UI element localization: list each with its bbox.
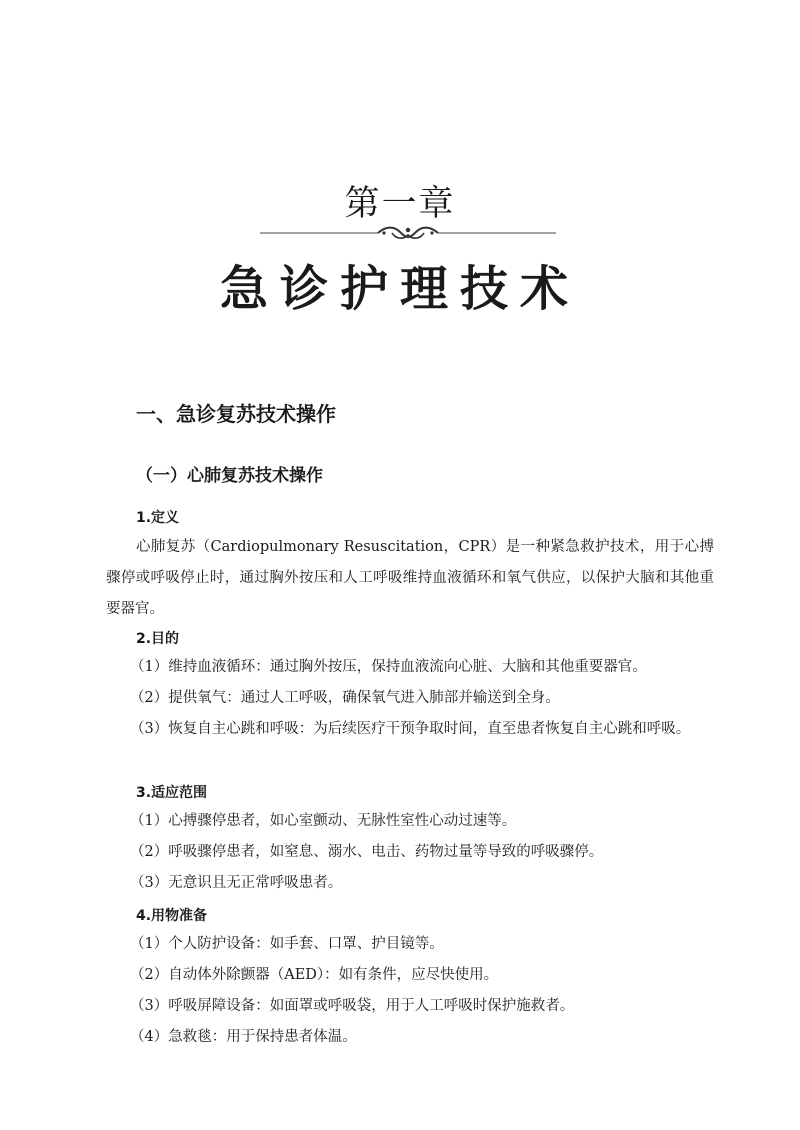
purpose-item-3: （3）恢复自主心跳和呼吸：为后续医疗干预争取时间，直至患者恢复自主心跳和呼吸。 bbox=[130, 721, 691, 737]
indications-heading: 3.适应范围 bbox=[136, 785, 208, 801]
definition-heading: 1.定义 bbox=[136, 510, 180, 526]
supplies-item-2: （2）自动体外除颤器（AED）：如有条件，应尽快使用。 bbox=[130, 967, 499, 983]
chapter-number: 第一章 bbox=[344, 184, 456, 224]
indications-item-2: （2）呼吸骤停患者，如窒息、溺水、电击、药物过量等导致的呼吸骤停。 bbox=[130, 844, 604, 860]
supplies-item-3: （3）呼吸屏障设备：如面罩或呼吸袋，用于人工呼吸时保护施救者。 bbox=[130, 998, 575, 1014]
supplies-heading: 4.用物准备 bbox=[136, 908, 208, 924]
chapter-title: 急诊护理技术 bbox=[219, 261, 580, 317]
supplies-item-4: （4）急救毯：用于保持患者体温。 bbox=[130, 1029, 357, 1045]
purpose-item-2: （2）提供氧气：通过人工呼吸，确保氧气进入肺部并输送到全身。 bbox=[130, 690, 560, 706]
section-heading: 一、急诊复苏技术操作 bbox=[136, 402, 336, 426]
supplies-item-1: （1）个人防护设备：如手套、口罩、护目镜等。 bbox=[130, 936, 444, 952]
chapter-ornament-divider bbox=[260, 222, 556, 244]
subsection-heading: （一）心肺复苏技术操作 bbox=[136, 466, 323, 486]
indications-item-3: （3）无意识且无正常呼吸患者。 bbox=[130, 875, 343, 891]
definition-paragraph: 心肺复苏（Cardiopulmonary Resuscitation，CPR）是一种紧急救护技术，用于心搏骤停或呼吸停止时，通过胸外按压和人工呼吸维持血液循环和氧气供应，以保护大脑和其他重要器官。 bbox=[106, 539, 714, 617]
indications-item-1: （1）心搏骤停患者，如心室颤动、无脉性室性心动过速等。 bbox=[130, 813, 517, 829]
purpose-item-1: （1）维持血液循环：通过胸外按压，保持血液流向心脏、大脑和其他重要器官。 bbox=[130, 659, 647, 675]
purpose-heading: 2.目的 bbox=[136, 631, 180, 647]
